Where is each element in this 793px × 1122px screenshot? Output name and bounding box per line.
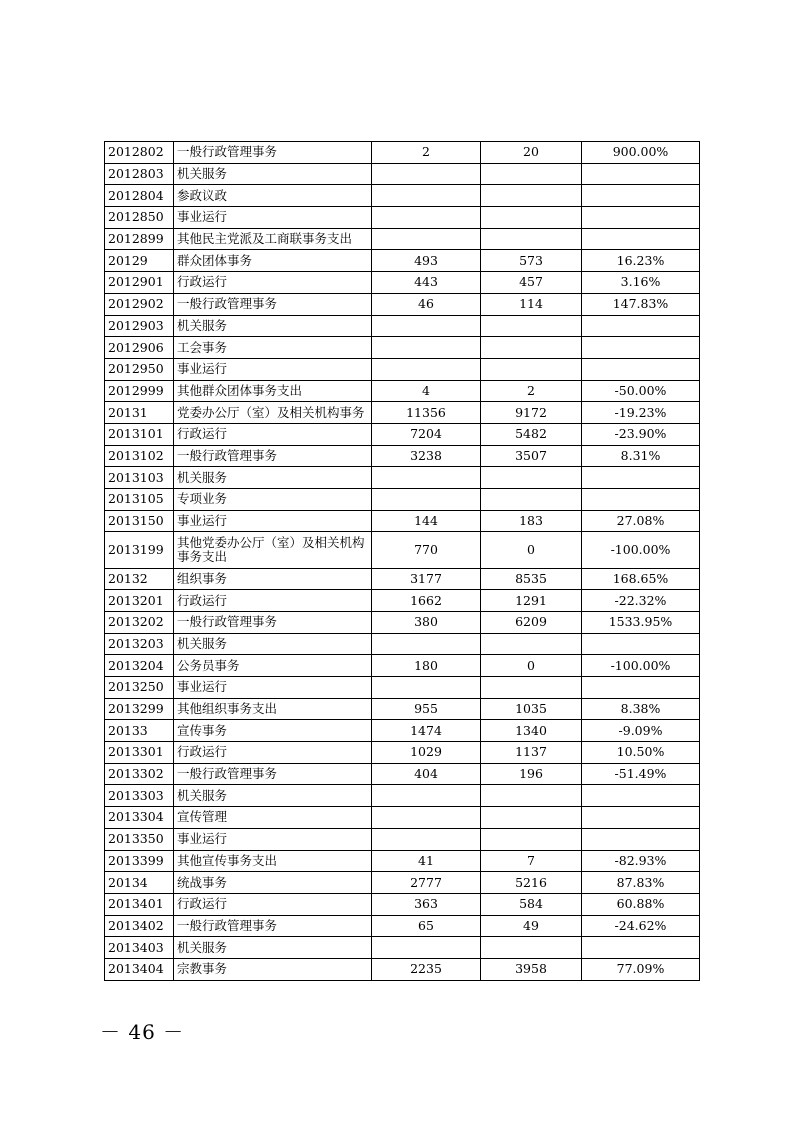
name-cell: 事业运行 [174,677,372,699]
curr-year-cell: 8535 [481,568,582,590]
table-row [105,937,700,959]
change-pct-cell: -100.00% [582,532,700,568]
prev-year-cell [372,633,481,655]
budget-table [104,141,700,981]
prev-year-cell: 2235 [372,958,481,980]
table-row [105,611,700,633]
table-row [105,915,700,937]
curr-year-cell: 5482 [481,423,582,445]
curr-year-cell: 584 [481,893,582,915]
table-row [105,402,700,424]
code-cell: 2013402 [105,915,174,937]
curr-year-cell [481,337,582,359]
name-cell: 事业运行 [174,510,372,532]
table-row [105,315,700,337]
page-number: － 46 － [100,1020,185,1044]
prev-year-cell: 2 [372,142,481,164]
change-pct-cell: -22.32% [582,590,700,612]
curr-year-cell [481,207,582,229]
curr-year-cell: 183 [481,510,582,532]
code-cell: 2013203 [105,633,174,655]
code-cell: 20134 [105,872,174,894]
table-row [105,293,700,315]
name-cell: 其他组织事务支出 [174,698,372,720]
prev-year-cell: 1662 [372,590,481,612]
table-row [105,677,700,699]
curr-year-cell [481,489,582,511]
code-cell: 2013150 [105,510,174,532]
table-row [105,785,700,807]
change-pct-cell: 16.23% [582,250,700,272]
code-cell: 2013303 [105,785,174,807]
prev-year-cell [372,315,481,337]
prev-year-cell [372,807,481,829]
change-pct-cell [582,185,700,207]
change-pct-cell [582,785,700,807]
change-pct-cell: 1533.95% [582,611,700,633]
curr-year-cell: 1291 [481,590,582,612]
prev-year-cell [372,937,481,959]
name-cell: 宣传事务 [174,720,372,742]
table-row [105,763,700,785]
change-pct-cell [582,677,700,699]
code-cell: 2013199 [105,532,174,568]
change-pct-cell: -9.09% [582,720,700,742]
code-cell: 2013350 [105,828,174,850]
name-cell: 群众团体事务 [174,250,372,272]
table-row [105,445,700,467]
change-pct-cell: -100.00% [582,655,700,677]
curr-year-cell [481,315,582,337]
name-cell: 其他民主党派及工商联事务支出 [174,228,372,250]
name-cell: 机关服务 [174,467,372,489]
change-pct-cell: 60.88% [582,893,700,915]
name-cell: 行政运行 [174,893,372,915]
code-cell: 2013103 [105,467,174,489]
prev-year-cell: 46 [372,293,481,315]
change-pct-cell: -19.23% [582,402,700,424]
curr-year-cell: 114 [481,293,582,315]
prev-year-cell: 3177 [372,568,481,590]
table-row [105,272,700,294]
name-cell: 公务员事务 [174,655,372,677]
change-pct-cell [582,489,700,511]
prev-year-cell: 380 [372,611,481,633]
name-cell: 行政运行 [174,590,372,612]
prev-year-cell [372,677,481,699]
change-pct-cell: 10.50% [582,742,700,764]
change-pct-cell: -24.62% [582,915,700,937]
name-cell: 一般行政管理事务 [174,915,372,937]
prev-year-cell: 65 [372,915,481,937]
code-cell: 2012899 [105,228,174,250]
name-cell: 行政运行 [174,272,372,294]
change-pct-cell [582,337,700,359]
table-row [105,467,700,489]
prev-year-cell [372,358,481,380]
name-cell: 机关服务 [174,163,372,185]
prev-year-cell: 144 [372,510,481,532]
name-cell: 其他宣传事务支出 [174,850,372,872]
prev-year-cell: 180 [372,655,481,677]
name-cell: 党委办公厅（室）及相关机构事务 [174,402,372,424]
name-cell: 组织事务 [174,568,372,590]
prev-year-cell: 443 [372,272,481,294]
table-row [105,510,700,532]
change-pct-cell [582,467,700,489]
code-cell: 2012902 [105,293,174,315]
table-row [105,337,700,359]
name-cell: 一般行政管理事务 [174,445,372,467]
prev-year-cell [372,228,481,250]
curr-year-cell: 3958 [481,958,582,980]
prev-year-cell [372,785,481,807]
code-cell: 2013250 [105,677,174,699]
table-row [105,807,700,829]
curr-year-cell [481,163,582,185]
curr-year-cell [481,937,582,959]
curr-year-cell [481,185,582,207]
table-row [105,163,700,185]
change-pct-cell: 8.31% [582,445,700,467]
change-pct-cell: -82.93% [582,850,700,872]
name-cell: 机关服务 [174,937,372,959]
code-cell: 20132 [105,568,174,590]
curr-year-cell: 5216 [481,872,582,894]
table-body [105,142,700,981]
code-cell: 2012804 [105,185,174,207]
prev-year-cell: 7204 [372,423,481,445]
curr-year-cell: 6209 [481,611,582,633]
code-cell: 2012999 [105,380,174,402]
prev-year-cell: 1029 [372,742,481,764]
change-pct-cell: 8.38% [582,698,700,720]
change-pct-cell: 87.83% [582,872,700,894]
table-row [105,250,700,272]
table-row [105,185,700,207]
name-cell: 行政运行 [174,423,372,445]
table-row [105,142,700,164]
curr-year-cell: 7 [481,850,582,872]
table-row [105,828,700,850]
curr-year-cell: 573 [481,250,582,272]
table-row [105,207,700,229]
change-pct-cell: 147.83% [582,293,700,315]
code-cell: 2013399 [105,850,174,872]
code-cell: 20131 [105,402,174,424]
code-cell: 2013105 [105,489,174,511]
prev-year-cell: 493 [372,250,481,272]
curr-year-cell: 1340 [481,720,582,742]
code-cell: 2013401 [105,893,174,915]
change-pct-cell [582,228,700,250]
prev-year-cell [372,489,481,511]
prev-year-cell [372,828,481,850]
name-cell: 事业运行 [174,207,372,229]
prev-year-cell [372,185,481,207]
prev-year-cell: 41 [372,850,481,872]
code-cell: 20133 [105,720,174,742]
code-cell: 2013404 [105,958,174,980]
table-row [105,850,700,872]
code-cell: 2012850 [105,207,174,229]
code-cell: 2013201 [105,590,174,612]
curr-year-cell [481,228,582,250]
name-cell: 其他群众团体事务支出 [174,380,372,402]
curr-year-cell [481,785,582,807]
change-pct-cell: 27.08% [582,510,700,532]
table-row [105,423,700,445]
code-cell: 20129 [105,250,174,272]
table-row [105,958,700,980]
prev-year-cell: 404 [372,763,481,785]
code-cell: 2012906 [105,337,174,359]
name-cell: 宣传管理 [174,807,372,829]
curr-year-cell: 457 [481,272,582,294]
prev-year-cell: 770 [372,532,481,568]
name-cell: 一般行政管理事务 [174,611,372,633]
code-cell: 2012950 [105,358,174,380]
name-cell: 参政议政 [174,185,372,207]
prev-year-cell [372,337,481,359]
code-cell: 2013102 [105,445,174,467]
code-cell: 2013299 [105,698,174,720]
name-cell: 专项业务 [174,489,372,511]
change-pct-cell [582,633,700,655]
curr-year-cell: 9172 [481,402,582,424]
change-pct-cell: -23.90% [582,423,700,445]
curr-year-cell: 196 [481,763,582,785]
name-cell: 机关服务 [174,315,372,337]
curr-year-cell: 1035 [481,698,582,720]
code-cell: 2013202 [105,611,174,633]
prev-year-cell: 955 [372,698,481,720]
code-cell: 2013302 [105,763,174,785]
name-cell: 事业运行 [174,358,372,380]
code-cell: 2012803 [105,163,174,185]
change-pct-cell [582,315,700,337]
name-cell: 宗教事务 [174,958,372,980]
table-row [105,655,700,677]
curr-year-cell: 2 [481,380,582,402]
change-pct-cell: -50.00% [582,380,700,402]
curr-year-cell: 20 [481,142,582,164]
table-row [105,358,700,380]
change-pct-cell: 77.09% [582,958,700,980]
curr-year-cell: 3507 [481,445,582,467]
table-row [105,698,700,720]
change-pct-cell [582,358,700,380]
name-cell: 其他党委办公厅（室）及相关机构事务支出 [174,532,372,568]
code-cell: 2013403 [105,937,174,959]
table-row [105,633,700,655]
table-row [105,720,700,742]
change-pct-cell: 3.16% [582,272,700,294]
code-cell: 2013204 [105,655,174,677]
curr-year-cell [481,467,582,489]
name-cell: 统战事务 [174,872,372,894]
prev-year-cell [372,207,481,229]
prev-year-cell: 363 [372,893,481,915]
curr-year-cell [481,358,582,380]
table-row [105,742,700,764]
table-row [105,893,700,915]
curr-year-cell [481,633,582,655]
name-cell: 机关服务 [174,633,372,655]
change-pct-cell [582,828,700,850]
curr-year-cell [481,828,582,850]
code-cell: 2012901 [105,272,174,294]
code-cell: 2013301 [105,742,174,764]
prev-year-cell: 11356 [372,402,481,424]
prev-year-cell: 1474 [372,720,481,742]
curr-year-cell: 0 [481,655,582,677]
curr-year-cell: 1137 [481,742,582,764]
prev-year-cell: 3238 [372,445,481,467]
prev-year-cell: 4 [372,380,481,402]
code-cell: 2012903 [105,315,174,337]
code-cell: 2012802 [105,142,174,164]
table-row [105,590,700,612]
change-pct-cell [582,163,700,185]
change-pct-cell: -51.49% [582,763,700,785]
name-cell: 机关服务 [174,785,372,807]
curr-year-cell: 0 [481,532,582,568]
name-cell: 一般行政管理事务 [174,763,372,785]
curr-year-cell [481,677,582,699]
name-cell: 事业运行 [174,828,372,850]
name-cell: 一般行政管理事务 [174,293,372,315]
curr-year-cell: 49 [481,915,582,937]
name-cell: 一般行政管理事务 [174,142,372,164]
prev-year-cell [372,163,481,185]
curr-year-cell [481,807,582,829]
table-row [105,532,700,568]
code-cell: 2013304 [105,807,174,829]
table-row [105,228,700,250]
table-row [105,380,700,402]
code-cell: 2013101 [105,423,174,445]
change-pct-cell: 168.65% [582,568,700,590]
name-cell: 行政运行 [174,742,372,764]
table-row [105,568,700,590]
change-pct-cell [582,937,700,959]
table-row [105,489,700,511]
change-pct-cell [582,207,700,229]
change-pct-cell [582,807,700,829]
prev-year-cell: 2777 [372,872,481,894]
change-pct-cell: 900.00% [582,142,700,164]
name-cell: 工会事务 [174,337,372,359]
prev-year-cell [372,467,481,489]
table-row [105,872,700,894]
